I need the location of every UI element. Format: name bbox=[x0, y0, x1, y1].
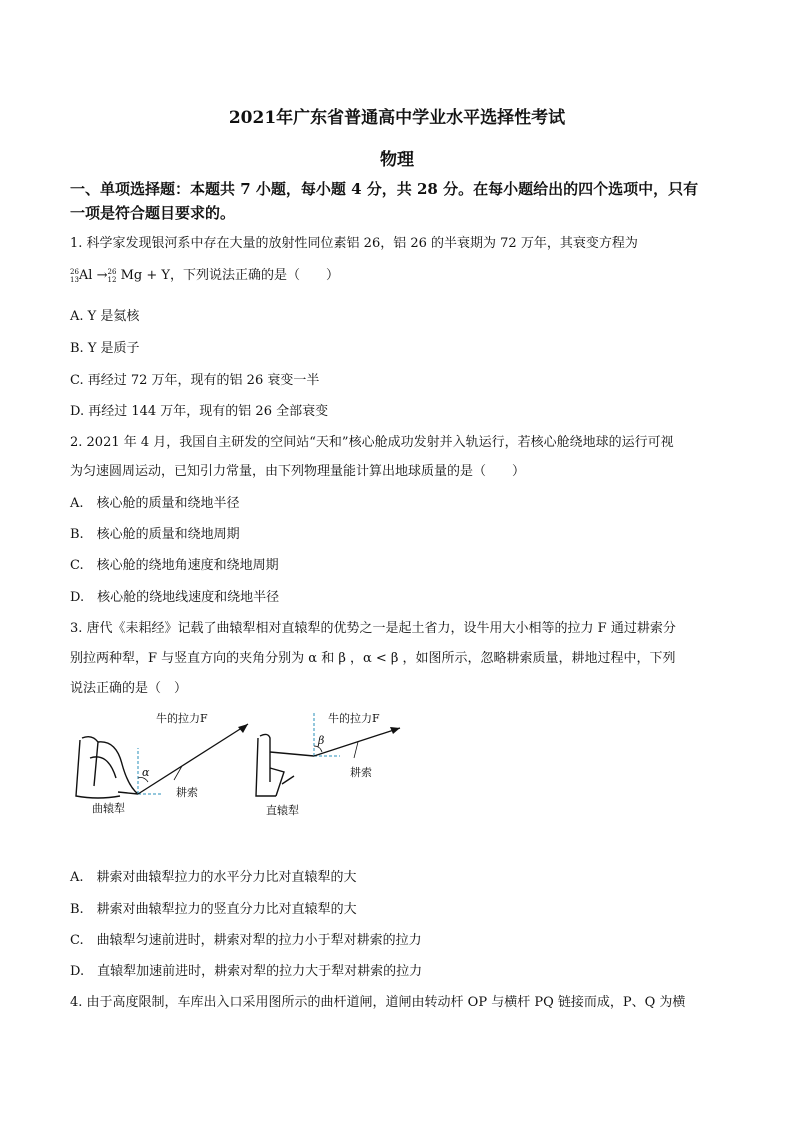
q3-stem-line1: 3. 唐代《耒耜经》记载了曲辕犁相对直辕犁的优势之一是起土省力，设牛用大小相等的拉力 F 通过耕索分 bbox=[70, 621, 676, 636]
q3-option-a: A. 耕索对曲辕犁拉力的水平分力比对直辕犁的大 bbox=[70, 870, 357, 885]
q2-option-d: D. 核心舱的绕地线速度和绕地半径 bbox=[70, 590, 280, 605]
q1-equation bbox=[70, 264, 339, 284]
mg-symbol: Mg + Y bbox=[120, 268, 170, 283]
right-rope-pointer bbox=[354, 742, 358, 758]
q4-stem-line1: 4. 由于高度限制，车库出入口采用图所示的曲杆道闸，道闸由转动杆 OP 与横杆 PQ 链接而成，P、Q 为横 bbox=[70, 995, 686, 1010]
plough-figure bbox=[70, 708, 470, 828]
q1-option-b: B. Y 是质子 bbox=[70, 341, 140, 356]
q2-option-b: B. 核心舱的质量和绕地周期 bbox=[70, 527, 240, 542]
q2-stem-line1: 2. 2021 年 4 月，我国自主研发的空间站“天和”核心舱成功发射并入轨运行，若核心舱绕地球的运行可视 bbox=[70, 435, 674, 450]
right-force-arrow bbox=[314, 728, 400, 756]
q3-option-c: C. 曲辕犁匀速前进时，耕索对犁的拉力小于犁对耕索的拉力 bbox=[70, 933, 422, 948]
exam-title: 2021年广东省普通高中学业水平选择性考试 bbox=[228, 108, 566, 128]
q2-option-c: C. 核心舱的绕地角速度和绕地周期 bbox=[70, 558, 279, 573]
al-mass-number: 26 bbox=[70, 267, 79, 276]
left-arrowhead-icon bbox=[238, 724, 248, 733]
left-caption: 曲辕犁 bbox=[92, 802, 125, 815]
curved-plough-drawing bbox=[76, 737, 138, 798]
q1-option-a: A. Y 是氦核 bbox=[70, 309, 140, 324]
al-symbol: Al bbox=[78, 268, 93, 283]
left-rope-label: 耕索 bbox=[176, 786, 198, 799]
q3-stem-line2: 别拉两种犁，F 与竖直方向的夹角分别为 α 和 β ，α < β ，如图所示，忽略耕索质量，耕地过程中，下列 bbox=[70, 651, 676, 666]
right-caption: 直辕犁 bbox=[266, 804, 299, 817]
left-angle-label: α bbox=[142, 766, 150, 779]
q3-option-b: B. 耕索对曲辕犁拉力的竖直分力比对直辕犁的大 bbox=[70, 902, 357, 917]
straight-plough-drawing bbox=[256, 734, 314, 796]
section-heading-line1: 一、单项选择题：本题共 7 小题，每小题 4 分，共 28 分。在每小题给出的四个选项中，只有 bbox=[70, 180, 699, 198]
q1-stem-tail: ，下列说法正确的是（ ） bbox=[169, 268, 339, 283]
q1-option-d: D. 再经过 144 万年，现有的铝 26 全部衰变 bbox=[70, 404, 329, 419]
q3-option-d: D. 直辕犁加速前进时，耕索对犁的拉力大于犁对耕索的拉力 bbox=[70, 964, 423, 979]
q1-option-c: C. 再经过 72 万年，现有的铝 26 衰变一半 bbox=[70, 373, 320, 388]
mg-mass-number: 26 bbox=[107, 267, 117, 276]
q1-stem: 1. 科学家发现银河系中存在大量的放射性同位素铝 26，铝 26 的半衰期为 72 万年，其衰变方程为 bbox=[70, 236, 638, 251]
right-arrowhead-icon bbox=[390, 727, 400, 734]
subject-title: 物理 bbox=[380, 150, 414, 170]
decay-arrow: → bbox=[96, 268, 108, 283]
q3-stem-line3: 说法正确的是（ ） bbox=[70, 681, 188, 696]
right-force-label: 牛的拉力F bbox=[328, 712, 380, 725]
q2-stem-line2: 为匀速圆周运动，已知引力常量，由下列物理量能计算出地球质量的是（ ） bbox=[70, 464, 526, 479]
right-rope-label: 耕索 bbox=[350, 766, 372, 779]
q2-option-a: A. 核心舱的质量和绕地半径 bbox=[70, 496, 240, 511]
al-atomic-number: 13 bbox=[70, 275, 79, 284]
right-angle-label: β bbox=[318, 734, 325, 747]
mg-atomic-number: 12 bbox=[107, 275, 117, 284]
left-force-label: 牛的拉力F bbox=[156, 712, 208, 725]
section-heading-line2: 一项是符合题目要求的。 bbox=[70, 204, 236, 222]
left-force-arrow bbox=[138, 724, 248, 794]
